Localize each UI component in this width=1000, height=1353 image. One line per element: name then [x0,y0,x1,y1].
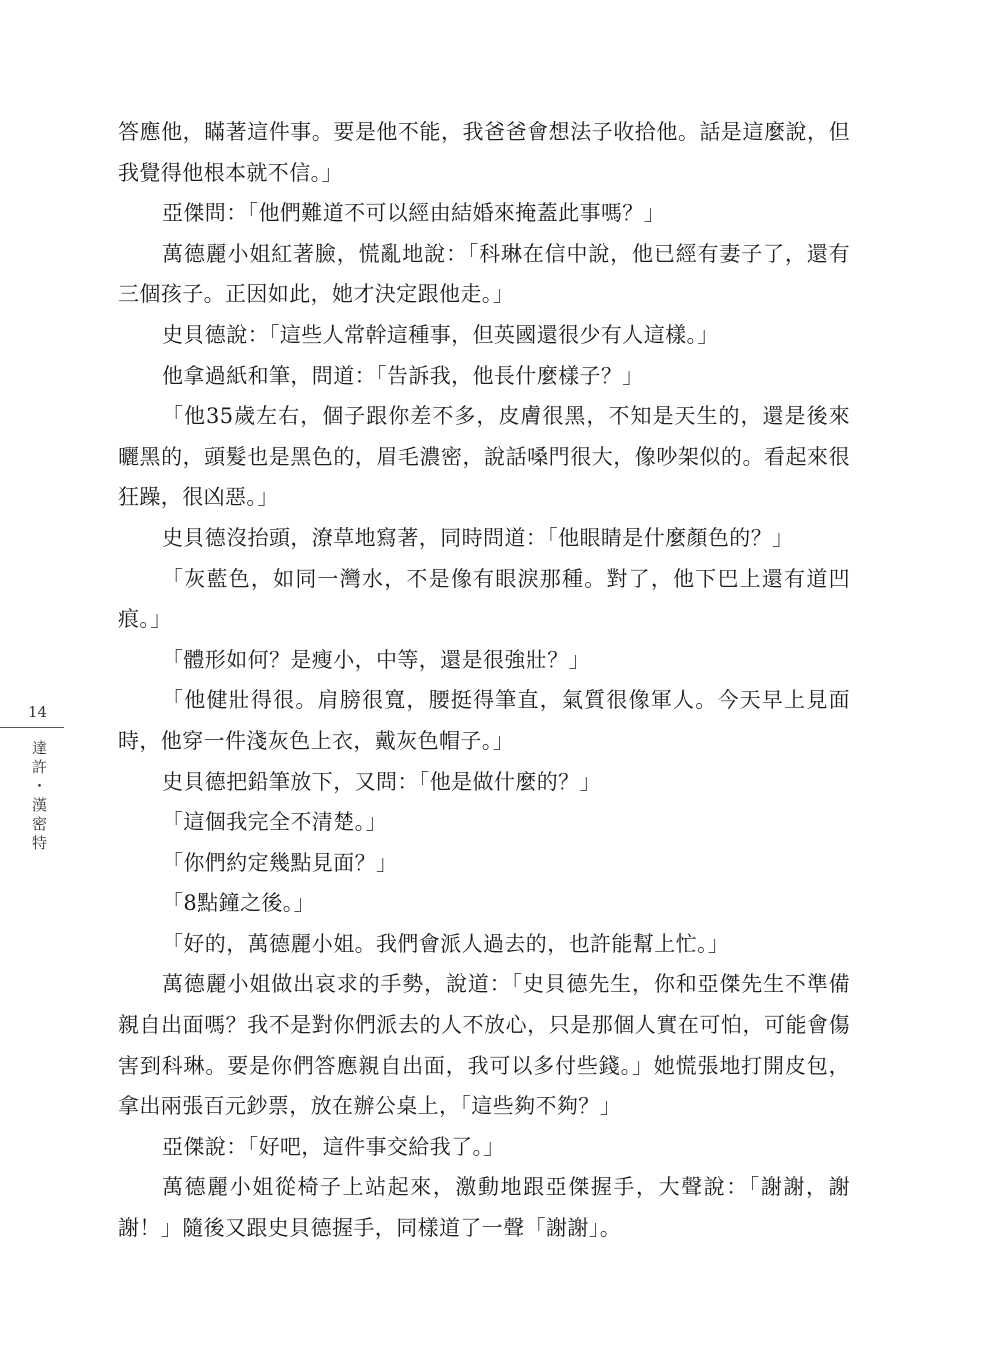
paragraph: 「他健壯得很。肩膀很寬，腰挺得筆直，氣質很像軍人。今天早上見面時，他穿一件淺灰色上衣，戴灰色帽子。」 [118,688,850,753]
paragraph: 「好的，萬德麗小姐。我們會派人過去的，也許能幫上忙。」 [162,931,730,956]
paragraph: 史貝德說：「這些人常幹這種事，但英國還很少有人這樣。」 [162,322,719,347]
page-number-rule [0,727,64,728]
paragraph: 萬德麗小姐紅著臉，慌亂地說：「科琳在信中說，他已經有妻子了，還有三個孩子。正因如此，她才決定跟他走。」 [118,241,850,307]
paragraph: 他拿過紙和筆，問道：「告訴我，他長什麼樣子？」 [162,363,644,388]
paragraph: 「他35歲左右，個子跟你差不多，皮膚很黑，不知是天生的，還是後來曬黑的，頭髮也是黑色的，眉毛濃密，說話嗓門很大，像吵架似的。看起來很狂躁，很凶惡。」 [118,404,850,510]
paragraph: 「你們約定幾點見面？」 [162,850,398,875]
paragraph: 「體形如何？是瘦小，中等，還是很強壯？」 [162,647,590,672]
running-head-author: 達許・漢密特 [30,740,48,854]
paragraph: 「灰藍色，如同一灣水，不是像有眼淚那種。對了，他下巴上還有道凹痕。」 [118,566,850,632]
paragraph: 史貝德沒抬頭，潦草地寫著，同時問道：「他眼睛是什麼顏色的？」 [162,525,794,550]
paragraph: 史貝德把鉛筆放下，又問：「他是做什麼的？」 [162,769,601,794]
paragraph: 亞傑問：「他們難道不可以經由結婚來掩蓋此事嗎？」 [162,201,666,226]
page-number: 14 [28,703,48,721]
paragraph: 亞傑說：「好吧，這件事交給我了。」 [162,1134,505,1159]
paragraph: 萬德麗小姐從椅子上站起來，激動地跟亞傑握手，大聲說：「謝謝，謝謝！」隨後又跟史貝德握手，同樣道了一聲「謝謝」。 [118,1175,850,1241]
paragraph: 「8點鐘之後。」 [162,891,316,916]
paragraph: 萬德麗小姐做出哀求的手勢，說道：「史貝德先生，你和亞傑先生不準備親自出面嗎？我不是對你們派去的人不放心，只是那個人實在可怕，可能會傷害到科琳。要是你們答應親自出面，我可以多付些錢。」她慌張地打開皮包，拿出兩張百元鈔票，放在辦公桌上，「這些夠不夠？」 [118,972,850,1119]
paragraph: 答應他，瞞著這件事。要是他不能，我爸爸會想法子收拾他。話是這麼說，但我覺得他根本就不信。」 [118,120,850,185]
paragraph: 「這個我完全不清楚。」 [162,810,387,835]
body-text [118,112,850,1249]
